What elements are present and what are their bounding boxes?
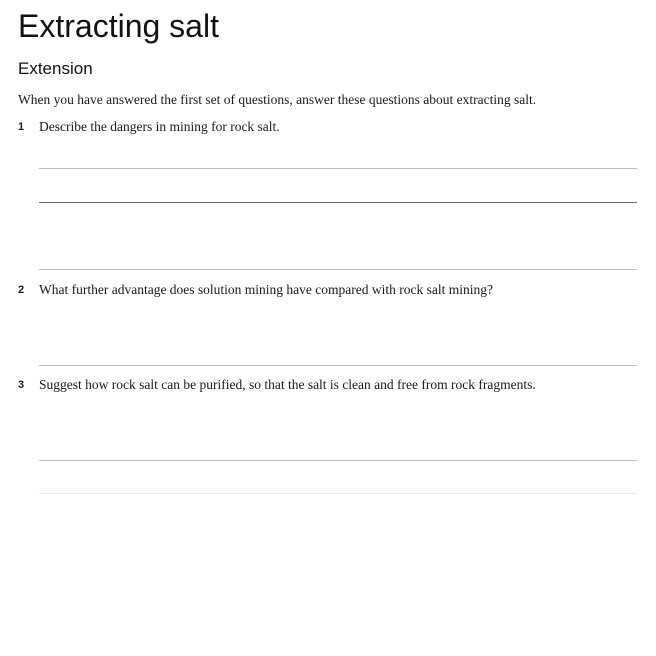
answer-line[interactable] (39, 269, 637, 270)
answer-line[interactable] (39, 202, 637, 203)
question-number: 2 (18, 284, 25, 296)
instructions-text: When you have answered the first set of questions, answer these questions about extracting salt. (18, 92, 537, 107)
answer-line[interactable] (39, 493, 637, 494)
section-subtitle: Extension (18, 59, 93, 78)
question-text: Suggest how rock salt can be purified, so that the salt is clean and free from rock fragments. (39, 377, 536, 392)
page-title: Extracting salt (18, 8, 219, 44)
question-text: What further advantage does solution mining have compared with rock salt mining? (39, 282, 493, 297)
question-number: 1 (18, 121, 25, 133)
answer-line[interactable] (39, 365, 637, 366)
answer-line[interactable] (39, 168, 637, 169)
question-number: 3 (18, 379, 25, 391)
answer-line[interactable] (39, 460, 637, 461)
question-text: Describe the dangers in mining for rock salt. (39, 119, 280, 134)
